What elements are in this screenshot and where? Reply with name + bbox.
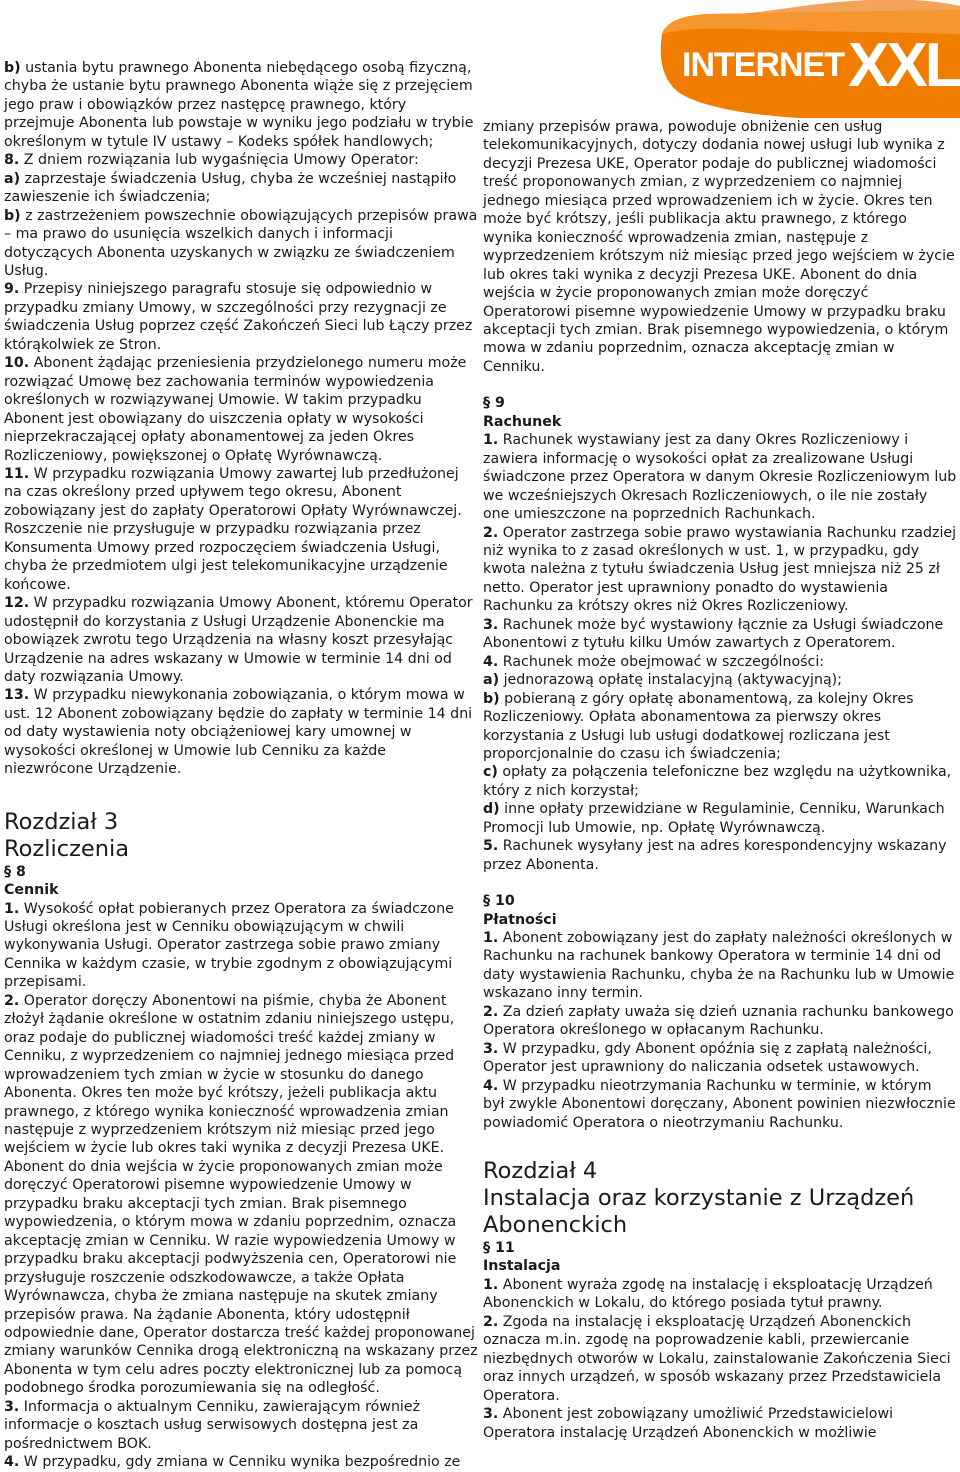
section-number: 8 (16, 863, 26, 880)
item-label: b) (4, 207, 21, 224)
item-label: c) (483, 764, 498, 781)
section-9-number: § 9 (483, 395, 505, 412)
paragraph-text: Za dzień zapłaty uważa się dzień uznania rachunku bankowego Operatora określonego w opłacanym Rachunku. (483, 1003, 954, 1039)
rachunek-4c (483, 763, 957, 800)
paragraph-number: 1. (4, 900, 20, 917)
paragraph-text: ustania bytu prawnego Abonenta niebędącego osobą fizyczną, chyba że ustanie bytu prawnego Abonenta wiąże się z przejęciem jego praw i obowiązków przez następcę prawnego, który przejmuje Abonenta lub powstaje w wyniku jego podziału w trybie określonym w tytule IV ustawy – Kodeks spółek handlowych; (4, 60, 474, 150)
paragraph-8 (4, 151, 478, 169)
paragraph-text: W przypadku, gdy Abonent opóźnia się z zapłatą należności, Operator jest uprawniony do naliczania odsetek ustawowych. (483, 1040, 932, 1076)
paragraph-number: 2. (483, 1003, 499, 1020)
paragraph-text: Z dniem rozwiązania lub wygaśnięcia Umowy Operator: (23, 152, 419, 169)
rachunek-4 (483, 653, 957, 671)
platnosci-3 (483, 1040, 957, 1077)
paragraph-number: 10. (4, 355, 30, 372)
rachunek-3 (483, 616, 957, 653)
paragraph-text: Abonent zobowiązany jest do zapłaty należności określonych w Rachunku na rachunek bankowy Operatora w terminie 14 dni od daty wystawienia Rachunku, chyba że na Rachunku lub w Umowie wskazano inny termin. (483, 930, 955, 1002)
chapter-3-heading (4, 809, 478, 863)
paragraph-text: zaprzestaje świadczenia Usług, chyba że wcześniej nastąpiło zawieszenie ich świadczenia; (4, 170, 457, 206)
paragraph-text: W przypadku, gdy zmiana w Cenniku wynika bezpośrednio ze (23, 1454, 461, 1471)
section-11-title: Instalacja (483, 1258, 561, 1275)
paragraph-number: 1. (483, 930, 499, 947)
paragraph-text: inne opłaty przewidziane w Regulaminie, Cenniku, Warunkach Promocji lub Umowie, np. Opłatę Wyrównawczą. (483, 801, 945, 836)
paragraph-text: Przepisy niniejszego paragrafu stosuje się odpowiednio w przypadku zmiany Umowy, w szczególności przy rezygnacji ze świadczenia Usług poprzez część Zakończeń Sieci lub Łączy przez którąkolwiek ze Stron. (4, 281, 473, 353)
paragraph-number: 2. (483, 524, 499, 541)
paragraph-number: 8. (4, 152, 20, 169)
section-10-number: § 10 (483, 893, 515, 910)
paragraph-12 (4, 594, 478, 686)
paragraph-8a (4, 170, 478, 207)
paragraph-text: Abonent jest zobowiązany umożliwić Przedstawicielowi Operatora instalację Urządzeń Abonenckich w możliwie (483, 1406, 894, 1441)
paragraph-number: 9. (4, 281, 20, 298)
section-10-title: Płatności (483, 911, 557, 928)
platnosci-2 (483, 1003, 957, 1040)
item-label: a) (4, 170, 21, 187)
paragraph-number: 11. (4, 465, 30, 482)
item-label: a) (483, 672, 500, 689)
rachunek-2 (483, 524, 957, 616)
rachunek-4a (483, 671, 957, 689)
rachunek-4b (483, 690, 957, 764)
cennik-2 (4, 992, 478, 1398)
item-label: b) (483, 690, 500, 707)
paragraph-number: 3. (483, 1040, 499, 1057)
section-number: 9 (495, 395, 505, 412)
paragraph-number: 5. (483, 838, 499, 855)
rachunek-1 (483, 431, 957, 523)
paragraph-text: Zgoda na instalację i eksploatację Urządzeń Abonenckich oznacza m.in. zgodę na poprowadzenie kabli, przewiercanie niezbędnych otworów w Lokalu, zainstalowanie Zakończenia Sieci oraz innych urządzeń, w sposób wskazany przez Przedstawiciela Operatora. (483, 1313, 951, 1404)
paragraph-text: Operator doręczy Abonentowi na piśmie, chyba że Abonent złożył żądanie określone w ostatnim zdaniu niniejszego ustępu, oraz podaje do publicznej wiadomości treść każdej zmiany w Cenniku, z wyprzedzeniem co najmniej jednego miesiąca przed wprowadzeniem tych zmian w życie w stosunku do danego Abonenta. Okres ten może być krótszy, jeżeli publikacja aktu prawnego, z którego wynika konieczność wprowadzenia zmian następuje z wyprzedzeniem krótszym niż miesiąc przed jego wejściem w życie lub okres taki wynika z decyzji Prezesa UKE. Abonent do dnia wejścia w życie proponowanych zmian może doręczyć Operatorowi pisemne wypowiedzenie Umowy w przypadku braku akceptacji tych zmian. Brak pisemnego wypowiedzenia, o którym mowa w zdaniu poprzednim, oznacza akceptację zmian w Cenniku. W razie wypowiedzenia Umowy w przypadku braku akceptacji podwyższenia cen, Operatorowi nie przysługuje roszczenie odszkodowawcze, a także Opłata Wyrównawcza, chyba że zmiana następuje na skutek zmiany przepisów prawa. Na żądanie Abonenta, który udostępnił odpowiednie dane, Operator dostarcza treść każdej proponowanej zmiany warunków Cennika drogą elektroniczną na wskazany przez Abonenta w tym celu adres poczty elektronicznej lub za pomocą podobnego środka porozumiewania się na odległość. (4, 992, 478, 1397)
platnosci-4 (483, 1077, 957, 1132)
item-label: d) (483, 801, 500, 818)
rachunek-5 (483, 837, 957, 874)
rachunek-4d (483, 800, 957, 837)
paragraph-text: Operator zastrzega sobie prawo wystawiania Rachunku rzadziej niż wynika to z zasad określonych w ust. 1, w przypadku, gdy kwota należna z tytułu świadczenia Usług jest mniejsza niż 25 zł netto. Operator jest uprawniony ponadto do wystawienia Rachunku za krótszy okres niż Okres Rozliczeniowy. (483, 524, 957, 615)
paragraph-text: z zastrzeżeniem powszechnie obowiązujących przepisów prawa – ma prawo do usunięcia wszelkich danych i informacji dotyczących Abonenta uzyskanych w związku ze świadczeniem Usług. (4, 207, 478, 279)
cennik-4 (4, 1453, 478, 1471)
paragraph-number: 3. (4, 1398, 20, 1415)
logo-text-internet: INTERNET (682, 46, 844, 84)
chapter-4-heading (483, 1158, 957, 1239)
cennik-4-continuation: zmiany przepisów prawa, powoduje obniżenie cen usług telekomunikacyjnych, dotyczy dodania nowej usługi lub wynika z decyzji Prezesa UKE, Operator podaje do publicznej wiadomości treść proponowanych zmian, z wyprzedzeniem co najmniej jednego miesiąca przed wprowadzeniem ich w życie. Okres ten może być krótszy, jeśli publikacja aktu prawnego, z którego wynika konieczność wprowadzenia zmian, następuje z wyprzedzeniem krótszym niż miesiąc przed jego wejściem w życie lub okres taki wynika z decyzji Prezesa UKE. Abonent do dnia wejścia w życie proponowanych zmian może doręczyć Operatorowi pisemne wypowiedzenie Umowy w przypadku braku akceptacji tych zmian. Brak pisemnego wypowiedzenia, o którym mowa w zdaniu poprzednim, oznacza akceptację zmian w Cenniku. (483, 119, 955, 375)
section-number: 11 (495, 1240, 515, 1257)
right-column (483, 0, 957, 1442)
left-column (4, 0, 478, 1472)
paragraph-text: pobieraną z góry opłatę abonamentową, za kolejny Okres Rozliczeniowy. Opłata abonamentowa za pierwszy okres korzystania z Usługi lub usługi dodatkowej rozliczana jest proporcjonalnie do czasu ich świadczenia; (483, 690, 914, 762)
paragraph-number: 1. (483, 432, 499, 449)
paragraph-text: Rachunek może obejmować w szczególności: (502, 653, 825, 670)
paragraph-number: 3. (483, 1406, 499, 1423)
paragraph-text: Wysokość opłat pobieranych przez Operatora za świadczone Usługi określona jest w Cenniku obowiązującym w chwili wykonywania Usługi. Operator zastrzega sobie prawo zmiany Cennika w każdym czasie, w trybie zgodnym z obowiązującymi przepisami. (4, 900, 454, 991)
paragraph-text: W przypadku nieotrzymania Rachunku w terminie, w którym był zwykle Abonentowi doręczany, Abonent powinien niezwłocznie powiadomić Operatora o nieotrzymaniu Rachunku. (483, 1077, 956, 1131)
chapter-number: Rozdział 4 (483, 1158, 598, 1185)
paragraph-text: Abonent wyraża zgodę na instalację i eksploatację Urządzeń Abonenckich w Lokalu, do którego posiada tytuł prawny. (483, 1276, 933, 1312)
paragraph-number: 2. (4, 992, 20, 1009)
paragraph-text: Rachunek wystawiany jest za dany Okres Rozliczeniowy i zawiera informację o wysokości opłat za zrealizowane Usługi świadczone przez Operatora w danym Okresie Rozliczeniowym lub we wcześniejszych Okresach Rozliczeniowych, o ile nie zostały one umieszczone na poprzednich Rachunkach. (483, 432, 957, 523)
paragraph-text: W przypadku niewykonania zobowiązania, o którym mowa w ust. 12 Abonent zobowiązany będzie do zapłaty w terminie 14 dni od daty wystawienia noty obciążeniowej kary umownej w wysokości określonej w Umowie lub Cenniku za każde niezwrócone Urządzenie. (4, 687, 473, 778)
paragraph-number: 4. (4, 1454, 20, 1471)
paragraph-text: jednorazową opłatę instalacyjną (aktywacyjną); (503, 672, 842, 689)
paragraph-9 (4, 280, 478, 354)
section-9-title: Rachunek (483, 413, 562, 430)
paragraph-text: Informacja o aktualnym Cenniku, zawierającym również informacje o kosztach usług serwisowych dostępna jest za pośrednictwem BOK. (4, 1398, 421, 1452)
section-8-number: § 8 (4, 863, 26, 880)
paragraph-number: 3. (483, 616, 499, 633)
paragraph-number: 12. (4, 595, 30, 612)
paragraph-11 (4, 465, 478, 594)
logo-text-xxl: XXL (848, 31, 960, 100)
paragraph-text: Rachunek wysyłany jest na adres korespondencyjny wskazany przez Abonenta. (483, 838, 947, 873)
paragraph-7b (4, 59, 478, 151)
chapter-title: Rozliczenia (4, 835, 130, 862)
paragraph-text: W przypadku rozwiązania Umowy Abonent, któremu Operator udostępnił do korzystania z Usługi Urządzenie Abonenckie ma obowiązek zwrotu tego Urządzenia na własny koszt przesyłając Urządzenie na adres wskazany w Umowie w terminie 14 dni od daty rozwiązania Umowy. (4, 595, 473, 685)
section-11-number: § 11 (483, 1240, 515, 1257)
paragraph-number: 2. (483, 1313, 499, 1330)
instalacja-2 (483, 1313, 957, 1405)
paragraph-8b (4, 207, 478, 281)
item-label: b) (4, 60, 21, 76)
chapter-number: Rozdział 3 (4, 808, 119, 835)
paragraph-number: 1. (483, 1276, 499, 1293)
section-8-title: Cennik (4, 882, 59, 899)
platnosci-1 (483, 929, 957, 1003)
paragraph-text: opłaty za połączenia telefoniczne bez względu na użytkownika, który z nich korzystał; (483, 764, 952, 799)
paragraph-text: W przypadku rozwiązania Umowy zawartej lub przedłużonej na czas określony przed upływem tego okresu, Abonent zobowiązany jest do zapłaty Operatorowi Opłaty Wyrównawczej. Roszczenie nie przysługuje w przypadku rozwiązania przez Konsumenta Umowy przed rozpoczęciem świadczenia Usługi, chyba że przedmiotem ulgi jest telekomunikacyjne urządzenie końcowe. (4, 465, 462, 593)
paragraph-number: 13. (4, 687, 30, 704)
chapter-title: Instalacja oraz korzystanie z Urządzeń Abonenckich (483, 1185, 915, 1239)
paragraph-text: Abonent żądając przeniesienia przydzielonego numeru może rozwiązać Umowę bez zachowania terminów wypowiedzenia określonych w rozwiązywanej Umowie. W takim przypadku Abonent jest obowiązany do uiszczenia opłaty w wysokości nieprzekraczającej opłaty abonamentowej za jeden Okres Rozliczeniowy, powiększonej o Opłatę Wyrównawczą. (4, 355, 467, 464)
cennik-1 (4, 900, 478, 992)
instalacja-1 (483, 1276, 957, 1313)
paragraph-number: 4. (483, 1077, 499, 1094)
cennik-3 (4, 1398, 478, 1453)
paragraph-10 (4, 354, 478, 465)
section-number: 10 (495, 893, 515, 910)
paragraph-text: Rachunek może być wystawiony łącznie za Usługi świadczone Abonentowi z tytułu kilku Umów zawartych z Operatorem. (483, 616, 944, 652)
instalacja-3 (483, 1405, 957, 1442)
paragraph-number: 4. (483, 653, 499, 670)
paragraph-13 (4, 686, 478, 778)
